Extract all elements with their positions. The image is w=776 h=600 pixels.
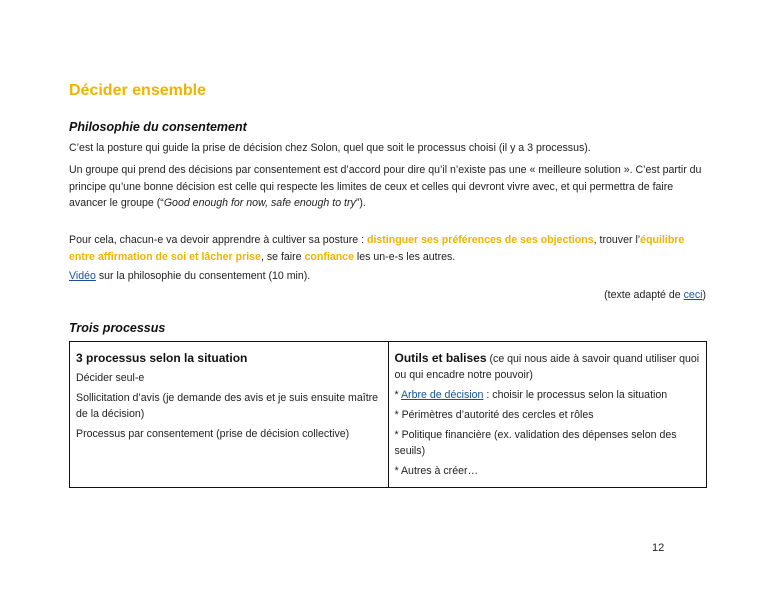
source-text-end: ) (702, 289, 706, 301)
bullet: * (394, 389, 401, 401)
arbre-decision-link[interactable]: Arbre de décision (400, 389, 484, 401)
list-item: Processus par consentement (prise de décision collective) (76, 428, 350, 440)
list-item-text: : choisir le processus selon la situation (483, 389, 668, 401)
source-note (604, 289, 706, 301)
highlight-distinguer: distinguer ses préférences de ses objections (366, 234, 594, 246)
list-item (395, 387, 701, 403)
source-link[interactable]: ceci (683, 289, 703, 301)
paragraph-posture-cultiver (69, 232, 709, 265)
table-cell-processus (70, 342, 389, 488)
section-heading-trois-processus: Trois processus (69, 321, 166, 335)
source-text: (texte adapté de (604, 289, 684, 301)
paragraph-posture: C’est la posture qui guide la prise de décision chez Solon, quel que soit le processus choisi (il y a 3 processus). (69, 142, 591, 154)
table-header-processus: 3 processus selon la situation (76, 351, 248, 365)
paragraph-consentement-italic: Good enough for now, safe enough to try (163, 197, 356, 209)
table-header-outils: Outils et balises (394, 351, 487, 365)
list-item: Décider seul-e (76, 372, 145, 384)
paragraph-consentement-text: Un groupe qui prend des décisions par consentement est d’accord pour dire qu’il n’existe pas une « meilleure solution ». C’est partir du principe qu’une bonne décision est celle qui respecte les limites de ceux et celles qui devront vivre avec, et qui permettra de faire avancer le groupe (“ (69, 164, 702, 209)
list-item: Sollicitation d’avis (je demande des avis et je suis ensuite maître de la décision) (76, 392, 379, 420)
list-item: * Périmètres d’autorité des cercles et rôles (394, 409, 594, 421)
page-title: Décider ensemble (69, 82, 206, 99)
paragraph-consentement (69, 162, 709, 212)
text-segment: , se faire (260, 250, 305, 263)
table-header-note: (ce qui nous aide à savoir quand utiliser quoi ou qui encadre notre pouvoir) (394, 353, 700, 381)
page-number: 12 (652, 542, 665, 554)
paragraph-consentement-end: ”). (355, 197, 366, 209)
text-segment: Pour cela, chacun-e va devoir apprendre à cultiver sa posture : (69, 234, 367, 246)
text-segment: les un-e-s les autres. (353, 250, 456, 263)
table-cell-outils (388, 342, 707, 488)
table-row (70, 342, 707, 488)
table-header-outils-wrap (395, 350, 701, 383)
video-description: sur la philosophie du consentement (10 min). (95, 270, 311, 282)
processus-table (69, 341, 707, 488)
text-segment: , trouver l’ (593, 234, 641, 246)
video-link[interactable]: Vidéo (69, 270, 96, 282)
list-item: * Politique financière (ex. validation des dépenses selon des seuils) (394, 429, 677, 457)
highlight-equilibre: équilibre entre affirmation de soi et lâcher prise (69, 234, 685, 263)
paragraph-video (69, 268, 709, 285)
section-heading-philosophie: Philosophie du consentement (69, 120, 247, 134)
highlight-confiance: confiance (304, 250, 354, 263)
list-item: * Autres à créer… (394, 465, 479, 477)
